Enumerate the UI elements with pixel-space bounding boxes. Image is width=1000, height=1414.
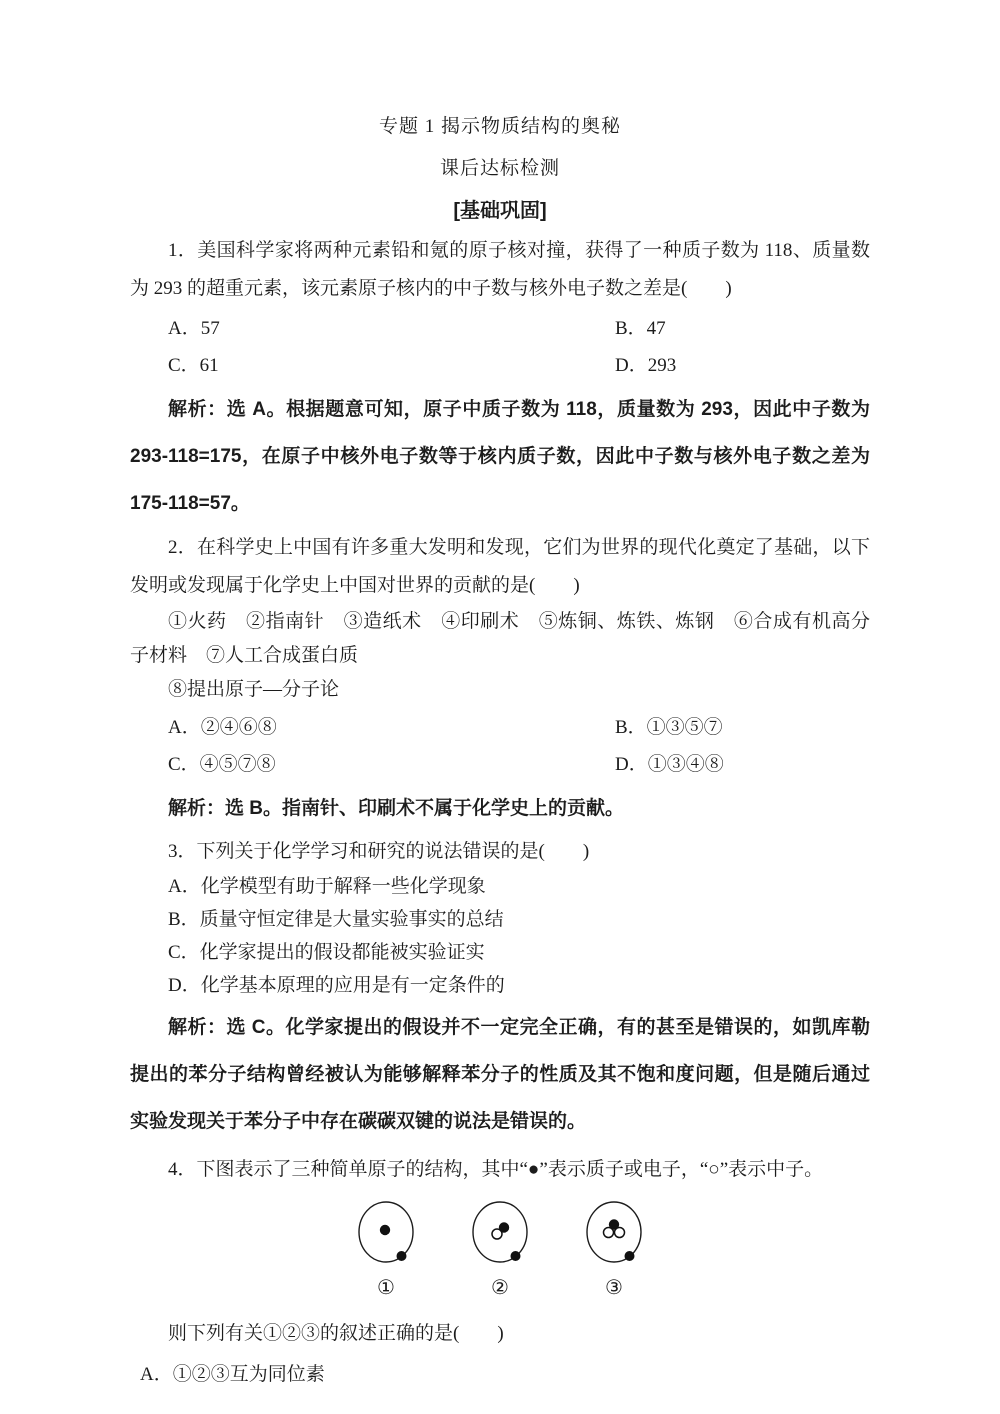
proton-dot-icon [380,1225,390,1235]
q1-option-c: C．61 [168,355,219,376]
q3-option-a: A．化学模型有助于解释一些化学现象 [168,876,486,897]
atom-diagram-3 [584,1199,644,1300]
atom-label-3: ③ [605,1277,623,1299]
atom-label-1: ① [377,1277,395,1299]
q1-option-b: B．47 [615,318,666,339]
doc-title: 专题 1 揭示物质结构的奥秘 [378,116,621,137]
atom-label-2: ② [491,1277,509,1299]
q1-options [130,310,870,384]
section-header: [基础巩固] [453,200,547,222]
q3-option-d: D．化学基本原理的应用是有一定条件的 [168,975,505,996]
q4-option-a: A．①②③互为同位素 [140,1364,325,1385]
q2-stem: 2．在科学史上中国有许多重大发明和发现，它们为世界的现代化奠定了基础，以下发明或发现属于化学史上中国对世界的贡献的是( ) [130,537,870,596]
q2-option-c: C．④⑤⑦⑧ [168,754,276,775]
q1-option-a: A．57 [168,318,220,339]
doc-subtitle: 课后达标检测 [439,158,560,179]
q2-option-d: D．①③④⑧ [615,754,724,775]
atom-diagram-1 [356,1199,416,1300]
electron-dot-icon [625,1251,635,1261]
atom-diagram-2 [470,1199,530,1300]
atom-3-svg [584,1199,644,1267]
proton-dot-icon [499,1222,509,1232]
q2-option-a: A．②④⑥⑧ [168,717,277,738]
q3-option-b: B．质量守恒定律是大量实验事实的总结 [168,909,504,930]
q3-stem: 3．下列关于化学学习和研究的说法错误的是( ) [168,841,590,862]
q2-items-line1: ①火药 ②指南针 ③造纸术 ④印刷术 ⑤炼铜、炼铁、炼钢 ⑥合成有机高分子材料 ⑦人工合成蛋白质 [130,611,870,666]
q1-option-d: D．293 [615,355,677,376]
q1-stem: 1．美国科学家将两种元素铅和氪的原子核对撞，获得了一种质子数为 118、质量数为 293 的超重元素，该元素原子核内的中子数与核外电子数之差是( ) [130,240,870,299]
q3-analysis: 解析：选 C。化学家提出的假设并不一定完全正确，有的甚至是错误的，如凯库勒提出的苯分子结构曾经被认为能够解释苯分子的性质及其不饱和度问题，但是随后通过实验发现关于苯分子中存在碳碳双键的说法是错误的。 [130,1017,870,1132]
q2-analysis: 解析：选 B。指南针、印刷术不属于化学史上的贡献。 [168,798,625,819]
electron-dot-icon [511,1251,521,1261]
q3-option-c: C．化学家提出的假设都能被实验证实 [168,942,485,963]
q2-option-b: B．①③⑤⑦ [615,717,723,738]
atom-1-svg [356,1199,416,1267]
atom-2-svg [470,1199,530,1267]
q2-options [130,709,870,783]
atom-diagrams [130,1199,870,1300]
q2-items-line2: ⑧提出原子—分子论 [168,679,340,700]
q1-analysis: 解析：选 A。根据题意可知，原子中质子数为 118，质量数为 293，因此中子数为 293-118=175，在原子中核外电子数等于核内质子数，因此中子数与核外电子数之差为 175-118=57。 [130,399,870,514]
q4-stem: 4．下图表示了三种简单原子的结构，其中“●”表示质子或电子，“○”表示中子。 [168,1159,824,1180]
electron-dot-icon [397,1251,407,1261]
proton-dot-icon [609,1219,619,1229]
q4-follow-up: 则下列有关①②③的叙述正确的是( ) [168,1323,504,1344]
